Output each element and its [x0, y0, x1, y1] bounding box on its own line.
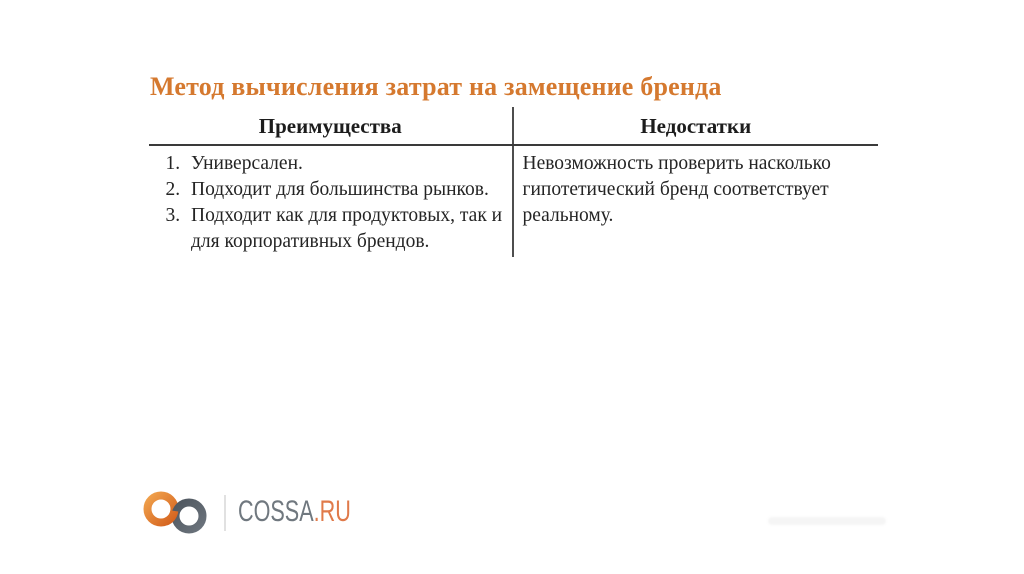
- advantages-list: [149, 151, 504, 255]
- disadvantages-text: Невозможность проверить насколько гипотетический бренд соответствует реальному.: [522, 153, 831, 226]
- logo-divider: [224, 495, 226, 531]
- column-header-advantages: Преимущества: [149, 107, 514, 144]
- watermark: [768, 517, 886, 525]
- footer-logo: [141, 487, 395, 539]
- disadvantages-cell: [514, 146, 879, 257]
- infinity-logo-icon: [141, 488, 211, 538]
- list-item: 2. Подходит для большинства рынков.: [185, 177, 504, 203]
- list-item: 3. Подходит как для продуктовых, так и для корпоративных брендов.: [185, 203, 504, 255]
- logo-text-main: COSSA: [238, 495, 314, 528]
- list-item: 1. Универсален.: [185, 151, 504, 177]
- column-header-disadvantages: Недостатки: [640, 114, 752, 138]
- table-body-row: [149, 146, 878, 257]
- logo-text: [238, 495, 351, 529]
- advantages-cell: [149, 146, 514, 257]
- logo-text-suffix: .RU: [313, 495, 351, 528]
- comparison-table: [149, 107, 878, 257]
- table-header-row: [149, 107, 878, 146]
- slide-title: Метод вычисления затрат на замещение бренда: [150, 72, 722, 102]
